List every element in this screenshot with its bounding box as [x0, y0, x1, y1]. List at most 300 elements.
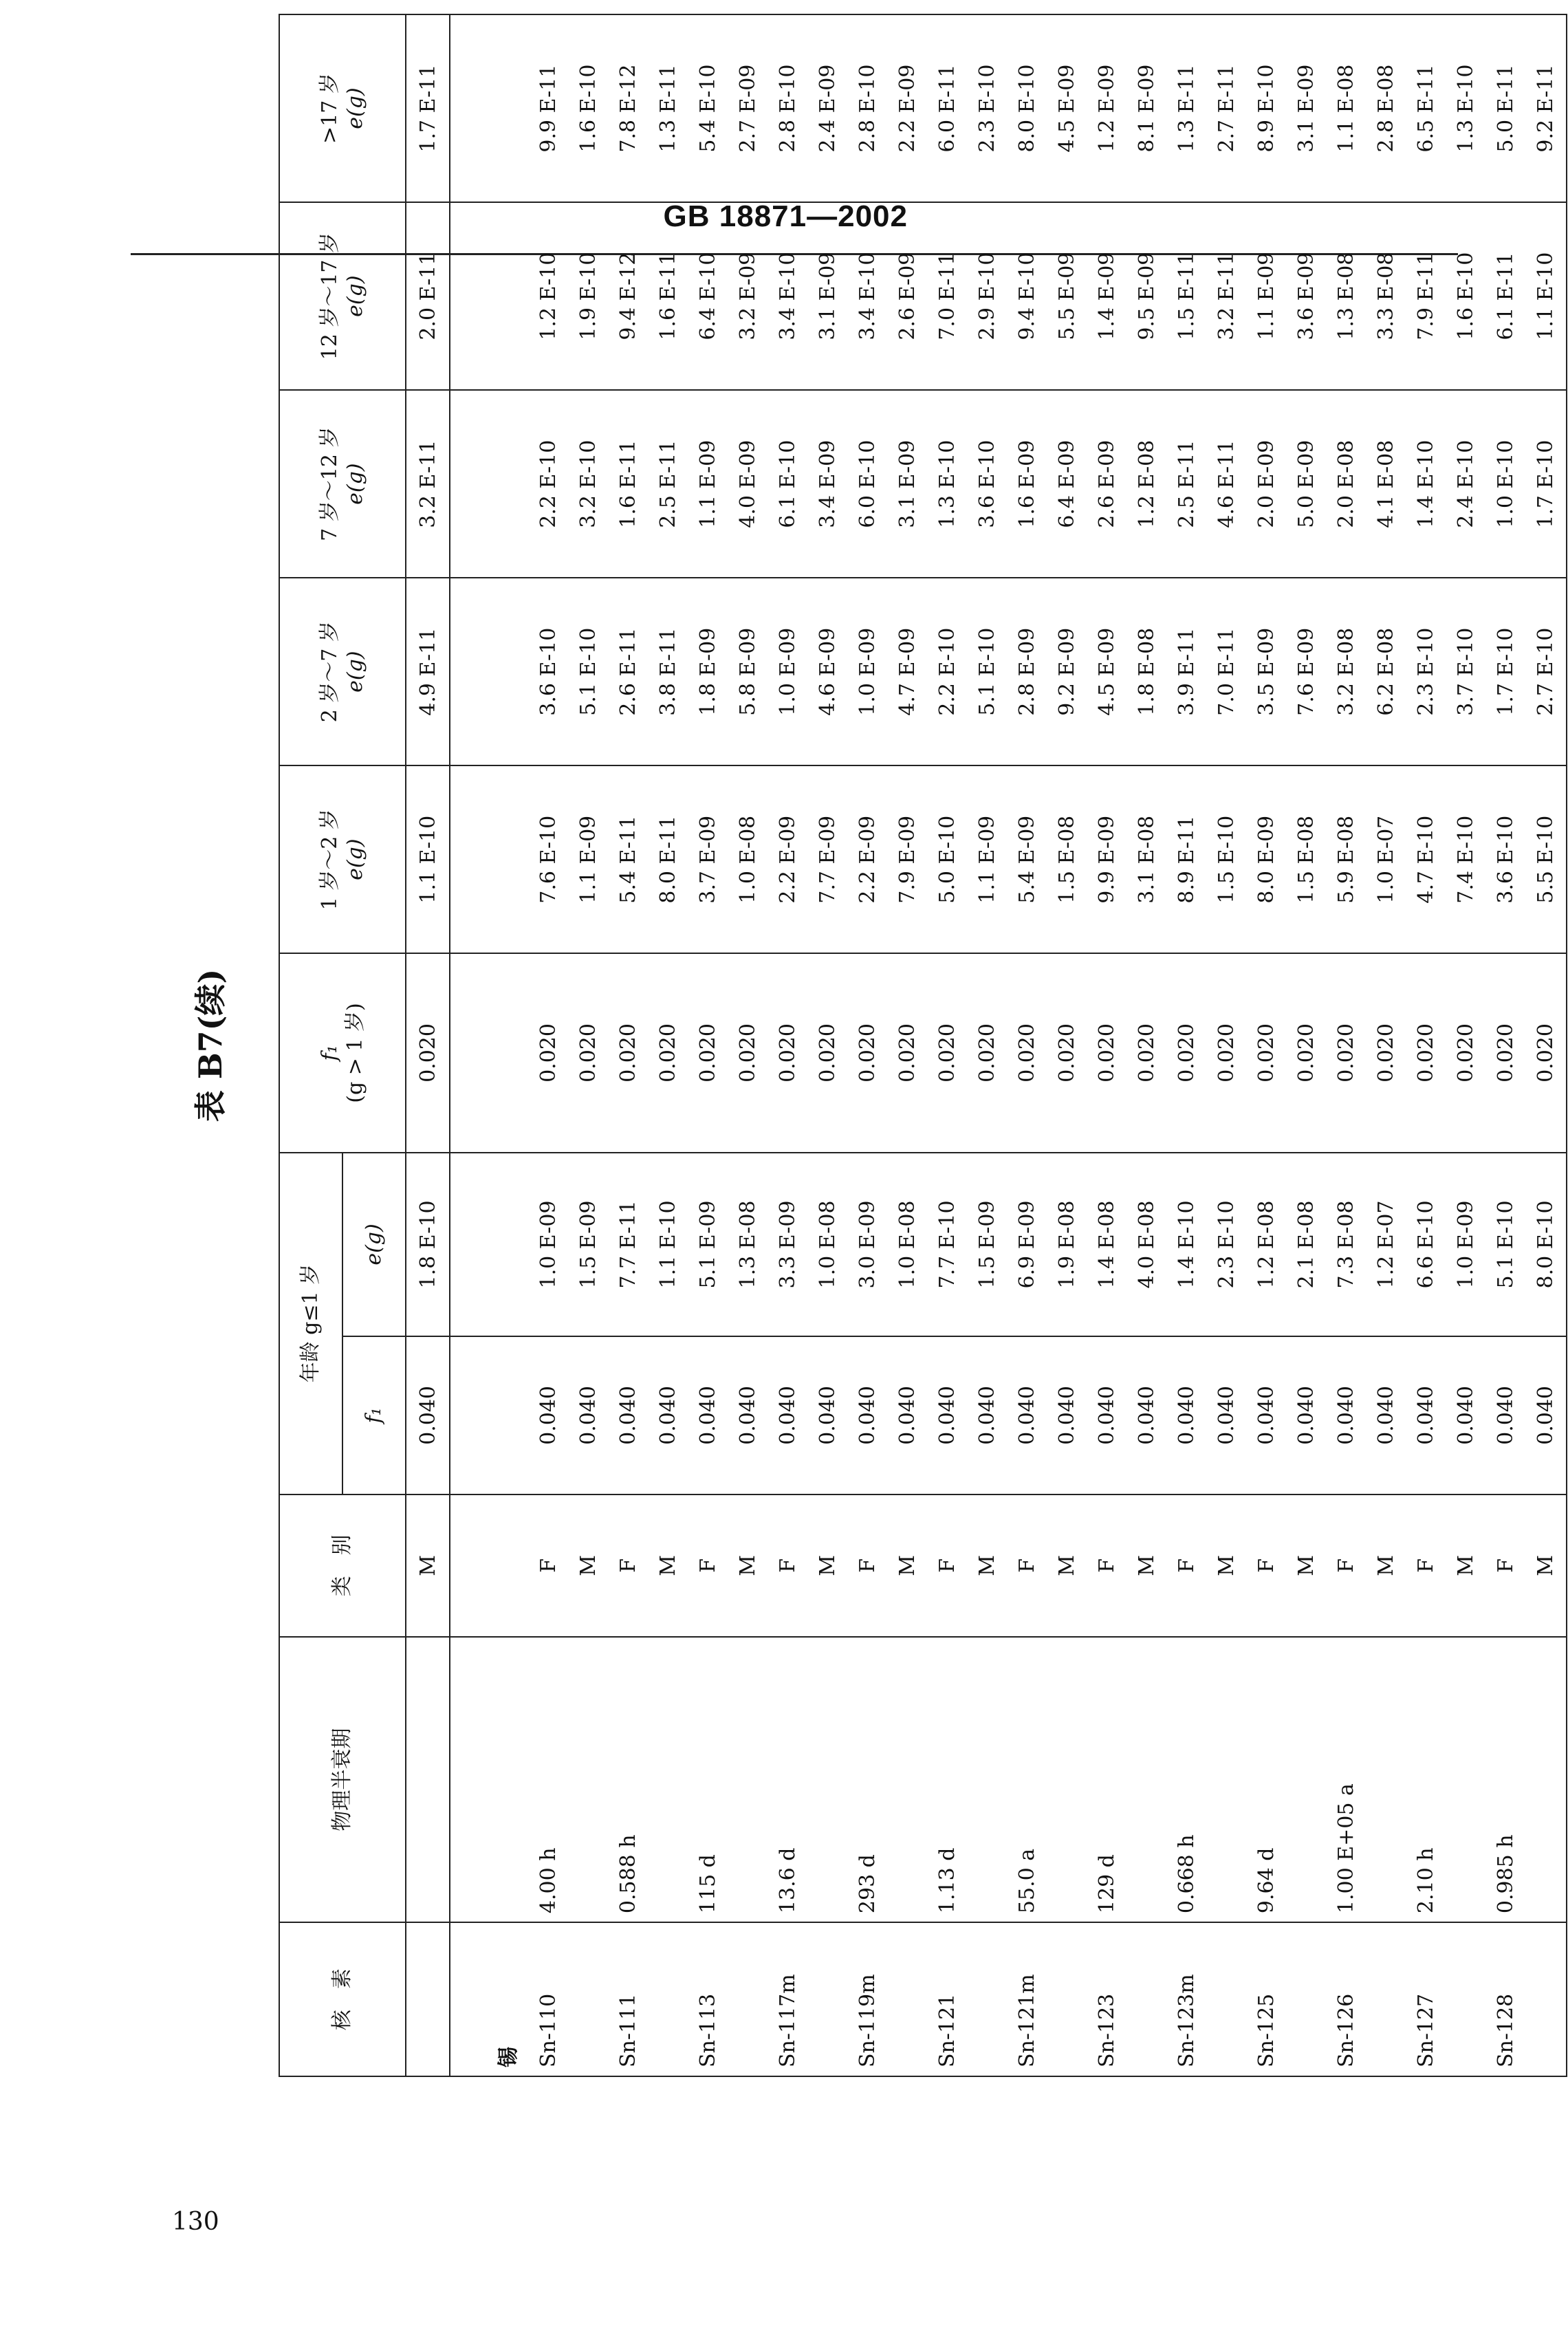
spacer: [489, 393, 529, 574]
e-age-1-2-column: [450, 765, 1567, 953]
table-cell: 2.0 E-09: [1254, 439, 1278, 528]
table-cell: 1.0 E-08: [895, 1200, 919, 1289]
page-number: 130: [172, 2208, 219, 2236]
table-cell: 0.040: [1254, 1385, 1278, 1445]
rotated-table-container: [186, 14, 1558, 2077]
e-age-12-17-column: [450, 202, 1567, 390]
half-life-value: 115 d: [696, 1854, 720, 1914]
table-cell: 5.4 E-09: [1015, 815, 1039, 904]
table-cell: 0.020: [696, 1023, 720, 1083]
table-cell: 1.5 E-08: [1055, 815, 1079, 904]
table-cell: 0.020: [1294, 1023, 1318, 1083]
table-cell: 2.8 E-10: [776, 64, 800, 153]
table-cell: 8.0 E-10: [1534, 1200, 1558, 1289]
table-cell: 0.040: [1175, 1385, 1199, 1445]
table-cell: 0.040: [856, 1385, 880, 1445]
table-cell: 3.2 E-11: [406, 390, 450, 578]
table-cell: 4.5 E-09: [1095, 627, 1119, 716]
table-cell: 1.2 E-08: [1135, 439, 1159, 528]
table-cell: [406, 1922, 450, 2076]
table-cell: 8.0 E-11: [656, 815, 680, 904]
table-cell: 1.7 E-10: [1534, 439, 1558, 528]
table-cell: 2.5 E-11: [1175, 439, 1199, 528]
table-cell: 1.4 E-09: [1095, 252, 1119, 340]
table-cell: 1.1 E-10: [406, 765, 450, 953]
table-cell: 2.0 E-08: [1334, 439, 1358, 528]
table-cell: 0.040: [1095, 1385, 1119, 1445]
table-cell: 2.3 E-10: [1414, 627, 1438, 716]
table-cell: 8.1 E-09: [1135, 64, 1159, 153]
table-cell: 5.4 E-10: [696, 64, 720, 153]
table-cell: 4.9 E-11: [406, 578, 450, 765]
half-life-value: 0.985 h: [1494, 1834, 1518, 1914]
table-cell: 1.1 E-08: [1334, 64, 1358, 153]
table-cell: 2.8 E-08: [1374, 64, 1398, 153]
table-cell: 3.1 E-09: [1294, 64, 1318, 153]
table-cell: 6.0 E-11: [935, 64, 959, 153]
table-cell: 1.0 E-09: [1454, 1200, 1478, 1289]
table-cell: F: [1494, 1558, 1518, 1573]
table-cell: 8.0 E-10: [1015, 64, 1039, 153]
table-cell: 7.9 E-11: [1414, 252, 1438, 340]
table-cell: 3.8 E-11: [656, 627, 680, 716]
col-header-f1-gt1: f₁ (g > 1 岁): [279, 953, 406, 1152]
table-cell: 0.040: [616, 1385, 640, 1445]
table-cell: 0.040: [1215, 1385, 1239, 1445]
table-cell: 1.0 E-09: [776, 627, 800, 716]
table-cell: 1.3 E-11: [1175, 64, 1199, 153]
e-age-7-12-column: [450, 390, 1567, 578]
table-cell: M: [1055, 1554, 1079, 1576]
table-cell: 2.4 E-10: [1454, 439, 1478, 528]
half-life-value: 13.6 d: [776, 1847, 800, 1914]
table-cell: F: [1254, 1558, 1278, 1573]
half-life-value: 0.668 h: [1175, 1834, 1199, 1914]
table-cell: 3.0 E-09: [856, 1200, 880, 1289]
table-cell: 0.040: [656, 1385, 680, 1445]
table-cell: 5.1 E-10: [576, 627, 600, 716]
table-cell: 2.1 E-08: [1294, 1200, 1318, 1289]
table-cell: 1.6 E-10: [576, 64, 600, 153]
table-cell: 5.1 E-10: [975, 627, 999, 716]
table-cell: 0.040: [1334, 1385, 1358, 1445]
table-cell: 5.8 E-09: [736, 627, 760, 716]
nuclide-name: Sn-128: [1494, 1993, 1518, 2067]
table-cell: 7.0 E-11: [1215, 627, 1239, 716]
nuclide-name: Sn-117m: [776, 1974, 800, 2067]
col-header-age-7-12: 7 岁～12 岁 e(g): [279, 390, 406, 578]
table-cell: 1.9 E-10: [576, 252, 600, 340]
spacer: [489, 206, 529, 387]
table-cell: 7.6 E-10: [536, 815, 560, 904]
table-cell: F: [1414, 1558, 1438, 1573]
table-cell: 1.3 E-08: [1334, 252, 1358, 340]
table-cell: 2.8 E-10: [856, 64, 880, 153]
table-cell: 3.7 E-10: [1454, 627, 1478, 716]
table-cell: 4.0 E-08: [1135, 1200, 1159, 1289]
nuclide-name: Sn-119m: [856, 1974, 880, 2067]
table-cell: 4.0 E-09: [736, 439, 760, 528]
table-cell: 0.040: [1414, 1385, 1438, 1445]
table-cell: 3.3 E-09: [776, 1200, 800, 1289]
table-cell: 1.0 E-07: [1374, 815, 1398, 904]
half-life-column: [450, 1637, 1567, 1922]
table-cell: 1.6 E-09: [1015, 439, 1039, 528]
table-cell: 1.5 E-08: [1294, 815, 1318, 904]
col-header-age-gt17: >17 岁 e(g): [279, 14, 406, 202]
table-cell: 7.7 E-10: [935, 1200, 959, 1289]
table-cell: 0.020: [1534, 1023, 1558, 1083]
table-cell: 0.020: [1494, 1023, 1518, 1083]
table-cell: 3.2 E-10: [576, 439, 600, 528]
table-cell: F: [1095, 1558, 1119, 1573]
table-cell: F: [1334, 1558, 1358, 1573]
col-header-age-2-7: 2 岁～7 岁 e(g): [279, 578, 406, 765]
table-cell: 7.7 E-11: [616, 1200, 640, 1289]
table-cell: 0.040: [816, 1385, 840, 1445]
table-cell: 1.0 E-10: [1494, 439, 1518, 528]
table-cell: 2.2 E-09: [856, 815, 880, 904]
table-cell: M: [656, 1554, 680, 1576]
table-cell: 8.9 E-10: [1254, 64, 1278, 153]
table-cell: 2.4 E-09: [816, 64, 840, 153]
table-cell: 1.0 E-09: [856, 627, 880, 716]
table-cell: M: [1534, 1554, 1558, 1576]
table-cell: 2.6 E-11: [616, 627, 640, 716]
table-cell: 6.4 E-09: [1055, 439, 1079, 528]
e-g-column: [450, 1153, 1567, 1337]
half-life-value: 55.0 a: [1015, 1848, 1039, 1914]
table-cell: 3.2 E-08: [1334, 627, 1358, 716]
nuclide-name: Sn-123m: [1175, 1974, 1199, 2067]
table-cell: 1.6 E-11: [656, 252, 680, 340]
table-cell: 3.1 E-09: [816, 252, 840, 340]
table-row: [406, 14, 450, 2076]
table-cell: 1.2 E-09: [1095, 64, 1119, 153]
nuclide-name: Sn-110: [536, 1993, 560, 2067]
table-cell: 0.040: [406, 1336, 450, 1494]
table-cell: 1.1 E-09: [576, 815, 600, 904]
table-cell: 4.7 E-09: [895, 627, 919, 716]
nuclide-name: Sn-121m: [1015, 1974, 1039, 2067]
table-cell: 1.2 E-08: [1254, 1200, 1278, 1289]
table-cell: 3.2 E-09: [736, 252, 760, 340]
table-cell: 0.020: [1135, 1023, 1159, 1083]
table-cell: 2.8 E-09: [1015, 627, 1039, 716]
table-cell: 0.020: [1374, 1023, 1398, 1083]
table-cell: 0.020: [1414, 1023, 1438, 1083]
table-cell: 0.040: [536, 1385, 560, 1445]
table-cell: 6.2 E-08: [1374, 627, 1398, 716]
table-cell: 1.2 E-07: [1374, 1200, 1398, 1289]
col-header-e-g: e(g): [342, 1153, 406, 1337]
half-life-value: 4.00 h: [536, 1847, 560, 1914]
table-cell: 0.040: [975, 1385, 999, 1445]
table-cell: 0.020: [1015, 1023, 1039, 1083]
table-cell: 2.2 E-10: [536, 439, 560, 528]
table-cell: 3.9 E-11: [1175, 627, 1199, 716]
nuclide-name: Sn-126: [1334, 1993, 1358, 2067]
half-life-value: 2.10 h: [1414, 1847, 1438, 1914]
table-cell: 6.9 E-09: [1015, 1200, 1039, 1289]
table-cell: 9.9 E-09: [1095, 815, 1119, 904]
nuclide-name: Sn-111: [616, 1993, 640, 2067]
table-cell: 0.040: [1294, 1385, 1318, 1445]
table-cell: M: [1215, 1554, 1239, 1576]
table-cell: 2.0 E-11: [406, 202, 450, 390]
table-cell: 1.0 E-08: [816, 1200, 840, 1289]
table-cell: 7.9 E-09: [895, 815, 919, 904]
table-cell: M: [736, 1554, 760, 1576]
table-cell: 0.040: [1494, 1385, 1518, 1445]
nuclide-name: Sn-125: [1254, 1993, 1278, 2067]
table-cell: F: [856, 1558, 880, 1573]
table-cell: 7.3 E-08: [1334, 1200, 1358, 1289]
spacer: [489, 1498, 529, 1634]
table-cell: 4.7 E-10: [1414, 815, 1438, 904]
table-cell: 0.020: [895, 1023, 919, 1083]
table-cell: 0.040: [1374, 1385, 1398, 1445]
table-cell: 5.4 E-11: [616, 815, 640, 904]
table-cell: M: [1294, 1554, 1318, 1576]
table-cell: 3.6 E-09: [1294, 252, 1318, 340]
half-life-value: 9.64 d: [1254, 1847, 1278, 1914]
table-cell: 7.8 E-12: [616, 64, 640, 153]
col-header-age-le-1: 年龄 g≤1 岁: [279, 1153, 342, 1494]
table-cell: 6.4 E-10: [696, 252, 720, 340]
table-cell: 3.5 E-09: [1254, 627, 1278, 716]
table-cell: 3.6 E-10: [536, 627, 560, 716]
table-title: 表 B7(续): [192, 968, 229, 1122]
table-cell: 2.2 E-10: [935, 627, 959, 716]
table-cell: 4.6 E-11: [1215, 439, 1239, 528]
spacer: [489, 581, 529, 762]
table-cell: M: [975, 1554, 999, 1576]
table-cell: 2.2 E-09: [895, 64, 919, 153]
table-cell: 0.020: [776, 1023, 800, 1083]
table-cell: 1.3 E-10: [1454, 64, 1478, 153]
table-cell: 0.020: [1454, 1023, 1478, 1083]
table-cell: 0.040: [1534, 1385, 1558, 1445]
table-cell: 6.5 E-11: [1414, 64, 1438, 153]
col-header-type: 类 别: [279, 1494, 406, 1638]
table-cell: 1.4 E-08: [1095, 1200, 1119, 1289]
col-header-half-life: 物理半衰期: [279, 1637, 406, 1922]
table-cell: 0.020: [576, 1023, 600, 1083]
table-cell: 5.5 E-10: [1534, 815, 1558, 904]
table-cell: 3.7 E-09: [696, 815, 720, 904]
table-cell: 0.020: [1095, 1023, 1119, 1083]
nuclide-name: Sn-123: [1095, 1993, 1119, 2067]
table-cell: 7.4 E-10: [1454, 815, 1478, 904]
table-cell: 5.0 E-11: [1494, 64, 1518, 153]
table-cell: 0.020: [736, 1023, 760, 1083]
table-cell: 2.2 E-09: [776, 815, 800, 904]
table-cell: 1.1 E-09: [975, 815, 999, 904]
table-cell: 0.020: [1254, 1023, 1278, 1083]
col-header-age-1-2: 1 岁～2 岁 e(g): [279, 765, 406, 953]
table-cell: 0.040: [776, 1385, 800, 1445]
table-cell: 1.0 E-09: [536, 1200, 560, 1289]
table-cell: 1.1 E-09: [1254, 252, 1278, 340]
table-cell: 3.1 E-08: [1135, 815, 1159, 904]
table-cell: F: [1015, 1558, 1039, 1573]
table-cell: 2.6 E-09: [1095, 439, 1119, 528]
table-cell: 1.1 E-09: [696, 439, 720, 528]
table-cell: 5.5 E-09: [1055, 252, 1079, 340]
table-cell: 3.3 E-08: [1374, 252, 1398, 340]
table-cell: 7.0 E-11: [935, 252, 959, 340]
nuclide-column: [450, 1922, 1567, 2076]
table-cell: 3.1 E-09: [895, 439, 919, 528]
table-cell: 0.020: [406, 953, 450, 1152]
half-life-value: 293 d: [856, 1854, 880, 1914]
col-header-age-12-17: 12 岁～17 岁 e(g): [279, 202, 406, 390]
table-cell: 0.020: [935, 1023, 959, 1083]
table-cell: 1.1 E-10: [656, 1200, 680, 1289]
table-cell: 1.3 E-10: [935, 439, 959, 528]
table-cell: F: [696, 1558, 720, 1573]
table-cell: 7.7 E-09: [816, 815, 840, 904]
table-cell: M: [1454, 1554, 1478, 1576]
table-cell: 6.1 E-10: [776, 439, 800, 528]
table-cell: 3.6 E-10: [1494, 815, 1518, 904]
table-cell: 3.6 E-10: [975, 439, 999, 528]
table-cell: 2.7 E-10: [1534, 627, 1558, 716]
table-cell: 2.7 E-09: [736, 64, 760, 153]
table-cell: F: [616, 1558, 640, 1573]
table-cell: 0.040: [1015, 1385, 1039, 1445]
f1-gt1-column: [450, 953, 1567, 1152]
table-cell: 2.5 E-11: [656, 439, 680, 528]
spacer: [489, 18, 529, 199]
table-cell: 1.5 E-09: [975, 1200, 999, 1289]
table-cell: 1.7 E-10: [1494, 627, 1518, 716]
table-cell: 5.1 E-10: [1494, 1200, 1518, 1289]
table-cell: M: [576, 1554, 600, 1576]
spacer: [489, 769, 529, 950]
nuclide-name: Sn-127: [1414, 1993, 1438, 2067]
table-cell: 5.0 E-09: [1294, 439, 1318, 528]
table-cell: 0.040: [696, 1385, 720, 1445]
table-cell: F: [536, 1558, 560, 1573]
table-cell: F: [1175, 1558, 1199, 1573]
table-cell: 1.5 E-09: [576, 1200, 600, 1289]
table-cell: 2.7 E-11: [1215, 64, 1239, 153]
f1-column: [450, 1336, 1567, 1494]
table-cell: 1.7 E-11: [406, 14, 450, 202]
table-cell: 1.8 E-09: [696, 627, 720, 716]
table-cell: 0.020: [1175, 1023, 1199, 1083]
table-cell: 8.9 E-11: [1175, 815, 1199, 904]
table-cell: 8.0 E-09: [1254, 815, 1278, 904]
dose-coefficient-table: [279, 14, 1567, 2077]
table-cell: M: [816, 1554, 840, 1576]
table-cell: 2.3 E-10: [975, 64, 999, 153]
table-cell: 1.5 E-10: [1215, 815, 1239, 904]
half-life-value: 129 d: [1095, 1854, 1119, 1914]
table-cell: F: [776, 1558, 800, 1573]
table-cell: 0.020: [1334, 1023, 1358, 1083]
table-cell: F: [935, 1558, 959, 1573]
table-cell: 1.8 E-08: [1135, 627, 1159, 716]
table-cell: 1.6 E-11: [616, 439, 640, 528]
spacer: [489, 1340, 529, 1490]
table-cell: 9.4 E-12: [616, 252, 640, 340]
table-cell: 0.020: [816, 1023, 840, 1083]
table-cell: 9.4 E-10: [1015, 252, 1039, 340]
table-cell: 9.2 E-11: [1534, 64, 1558, 153]
table-cell: M: [1374, 1554, 1398, 1576]
nuclide-name: Sn-121: [935, 1993, 959, 2067]
table-cell: 6.6 E-10: [1414, 1200, 1438, 1289]
table-cell: 1.2 E-10: [536, 252, 560, 340]
table-cell: 3.2 E-11: [1215, 252, 1239, 340]
table-cell: 3.4 E-10: [856, 252, 880, 340]
table-cell: 5.0 E-10: [935, 815, 959, 904]
table-cell: 6.0 E-10: [856, 439, 880, 528]
table-cell: 1.0 E-08: [736, 815, 760, 904]
table-cell: 4.5 E-09: [1055, 64, 1079, 153]
spacer: [489, 1156, 529, 1334]
table-cell: 0.020: [616, 1023, 640, 1083]
table-cell: 0.020: [1215, 1023, 1239, 1083]
table-cell: 0.040: [1055, 1385, 1079, 1445]
table-cell: 5.9 E-08: [1334, 815, 1358, 904]
table-cell: 0.020: [656, 1023, 680, 1083]
element-label: 锡: [497, 2047, 521, 2067]
table-cell: 4.6 E-09: [816, 627, 840, 716]
table-cell: 0.020: [536, 1023, 560, 1083]
spacer: [489, 957, 529, 1149]
table-cell: 0.040: [1454, 1385, 1478, 1445]
table-cell: 0.040: [895, 1385, 919, 1445]
e-age-2-7-column: [450, 578, 1567, 765]
table-cell: 1.4 E-10: [1414, 439, 1438, 528]
half-life-value: 1.13 d: [935, 1847, 959, 1914]
half-life-value: 1.00 E+05 a: [1334, 1783, 1358, 1914]
table-cell: 0.040: [1135, 1385, 1159, 1445]
table-cell: 9.5 E-09: [1135, 252, 1159, 340]
spacer: [489, 1640, 529, 1913]
table-body-group: [450, 14, 1567, 2076]
table-cell: M: [1135, 1554, 1159, 1576]
half-life-value: 0.588 h: [616, 1834, 640, 1914]
table-cell: 9.2 E-09: [1055, 627, 1079, 716]
table-cell: 1.6 E-10: [1454, 252, 1478, 340]
table-cell: 1.3 E-08: [736, 1200, 760, 1289]
table-cell: 7.6 E-09: [1294, 627, 1318, 716]
table-cell: 5.1 E-09: [696, 1200, 720, 1289]
table-cell: 2.6 E-09: [895, 252, 919, 340]
table-cell: 1.1 E-10: [1534, 252, 1558, 340]
table-cell: 0.020: [856, 1023, 880, 1083]
table-cell: 1.9 E-08: [1055, 1200, 1079, 1289]
e-age-gt17-column: [450, 14, 1567, 202]
table-cell: 3.4 E-10: [776, 252, 800, 340]
table-cell: 6.1 E-11: [1494, 252, 1518, 340]
table-cell: 0.040: [576, 1385, 600, 1445]
table-cell: 1.3 E-11: [656, 64, 680, 153]
table-cell: 1.5 E-11: [1175, 252, 1199, 340]
table-cell: 0.020: [975, 1023, 999, 1083]
table-cell: M: [895, 1554, 919, 1576]
table-cell: 9.9 E-11: [536, 64, 560, 153]
table-cell: M: [406, 1494, 450, 1638]
table-cell: 2.3 E-10: [1215, 1200, 1239, 1289]
table-cell: 3.4 E-09: [816, 439, 840, 528]
col-header-f1: f₁: [342, 1336, 406, 1494]
